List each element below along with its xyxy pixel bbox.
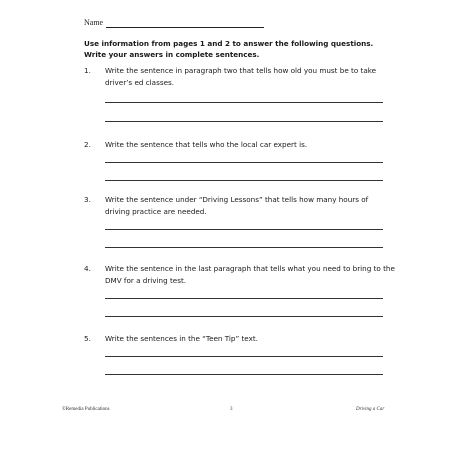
question-text: Write the sentence under “Driving Lessons” that tells how many hours of driving practice are needed. — [105, 195, 369, 216]
answer-line[interactable] — [105, 162, 383, 163]
answer-line[interactable] — [105, 229, 383, 230]
instructions-line-2: Write your answers in complete sentences. — [84, 49, 260, 59]
question-text: Write the sentence in paragraph two that tells how old you must be to take driver’s ed classes. — [105, 66, 377, 87]
question-number: 4. — [84, 264, 91, 273]
question-number: 5. — [84, 334, 91, 343]
footer-publisher: ©Remedia Publications — [62, 407, 110, 412]
footer-page-number: 3 — [230, 407, 233, 412]
answer-line[interactable] — [105, 356, 383, 357]
answer-line[interactable] — [105, 102, 383, 103]
instructions — [84, 39, 404, 60]
question-number: 3. — [84, 195, 91, 204]
name-label: Name — [84, 18, 104, 27]
footer-title: Driving a Car — [356, 407, 385, 412]
question-text: Write the sentences in the “Teen Tip” text. — [105, 334, 258, 343]
answer-line[interactable] — [105, 316, 383, 317]
instructions-line-1: Use information from pages 1 and 2 to answer the following questions. — [84, 39, 374, 48]
answer-line[interactable] — [105, 298, 383, 299]
question-text: Write the sentence that tells who the local car expert is. — [105, 140, 308, 149]
answer-line[interactable] — [105, 374, 383, 375]
question-number: 2. — [84, 140, 91, 149]
question-text: Write the sentence in the last paragraph that tells what you need to bring to the DMV for a driving test. — [105, 264, 395, 285]
answer-line[interactable] — [105, 247, 383, 248]
name-field-line[interactable] — [106, 27, 264, 28]
answer-line[interactable] — [105, 180, 383, 181]
question-number: 1. — [84, 66, 91, 75]
answer-line[interactable] — [105, 121, 383, 122]
